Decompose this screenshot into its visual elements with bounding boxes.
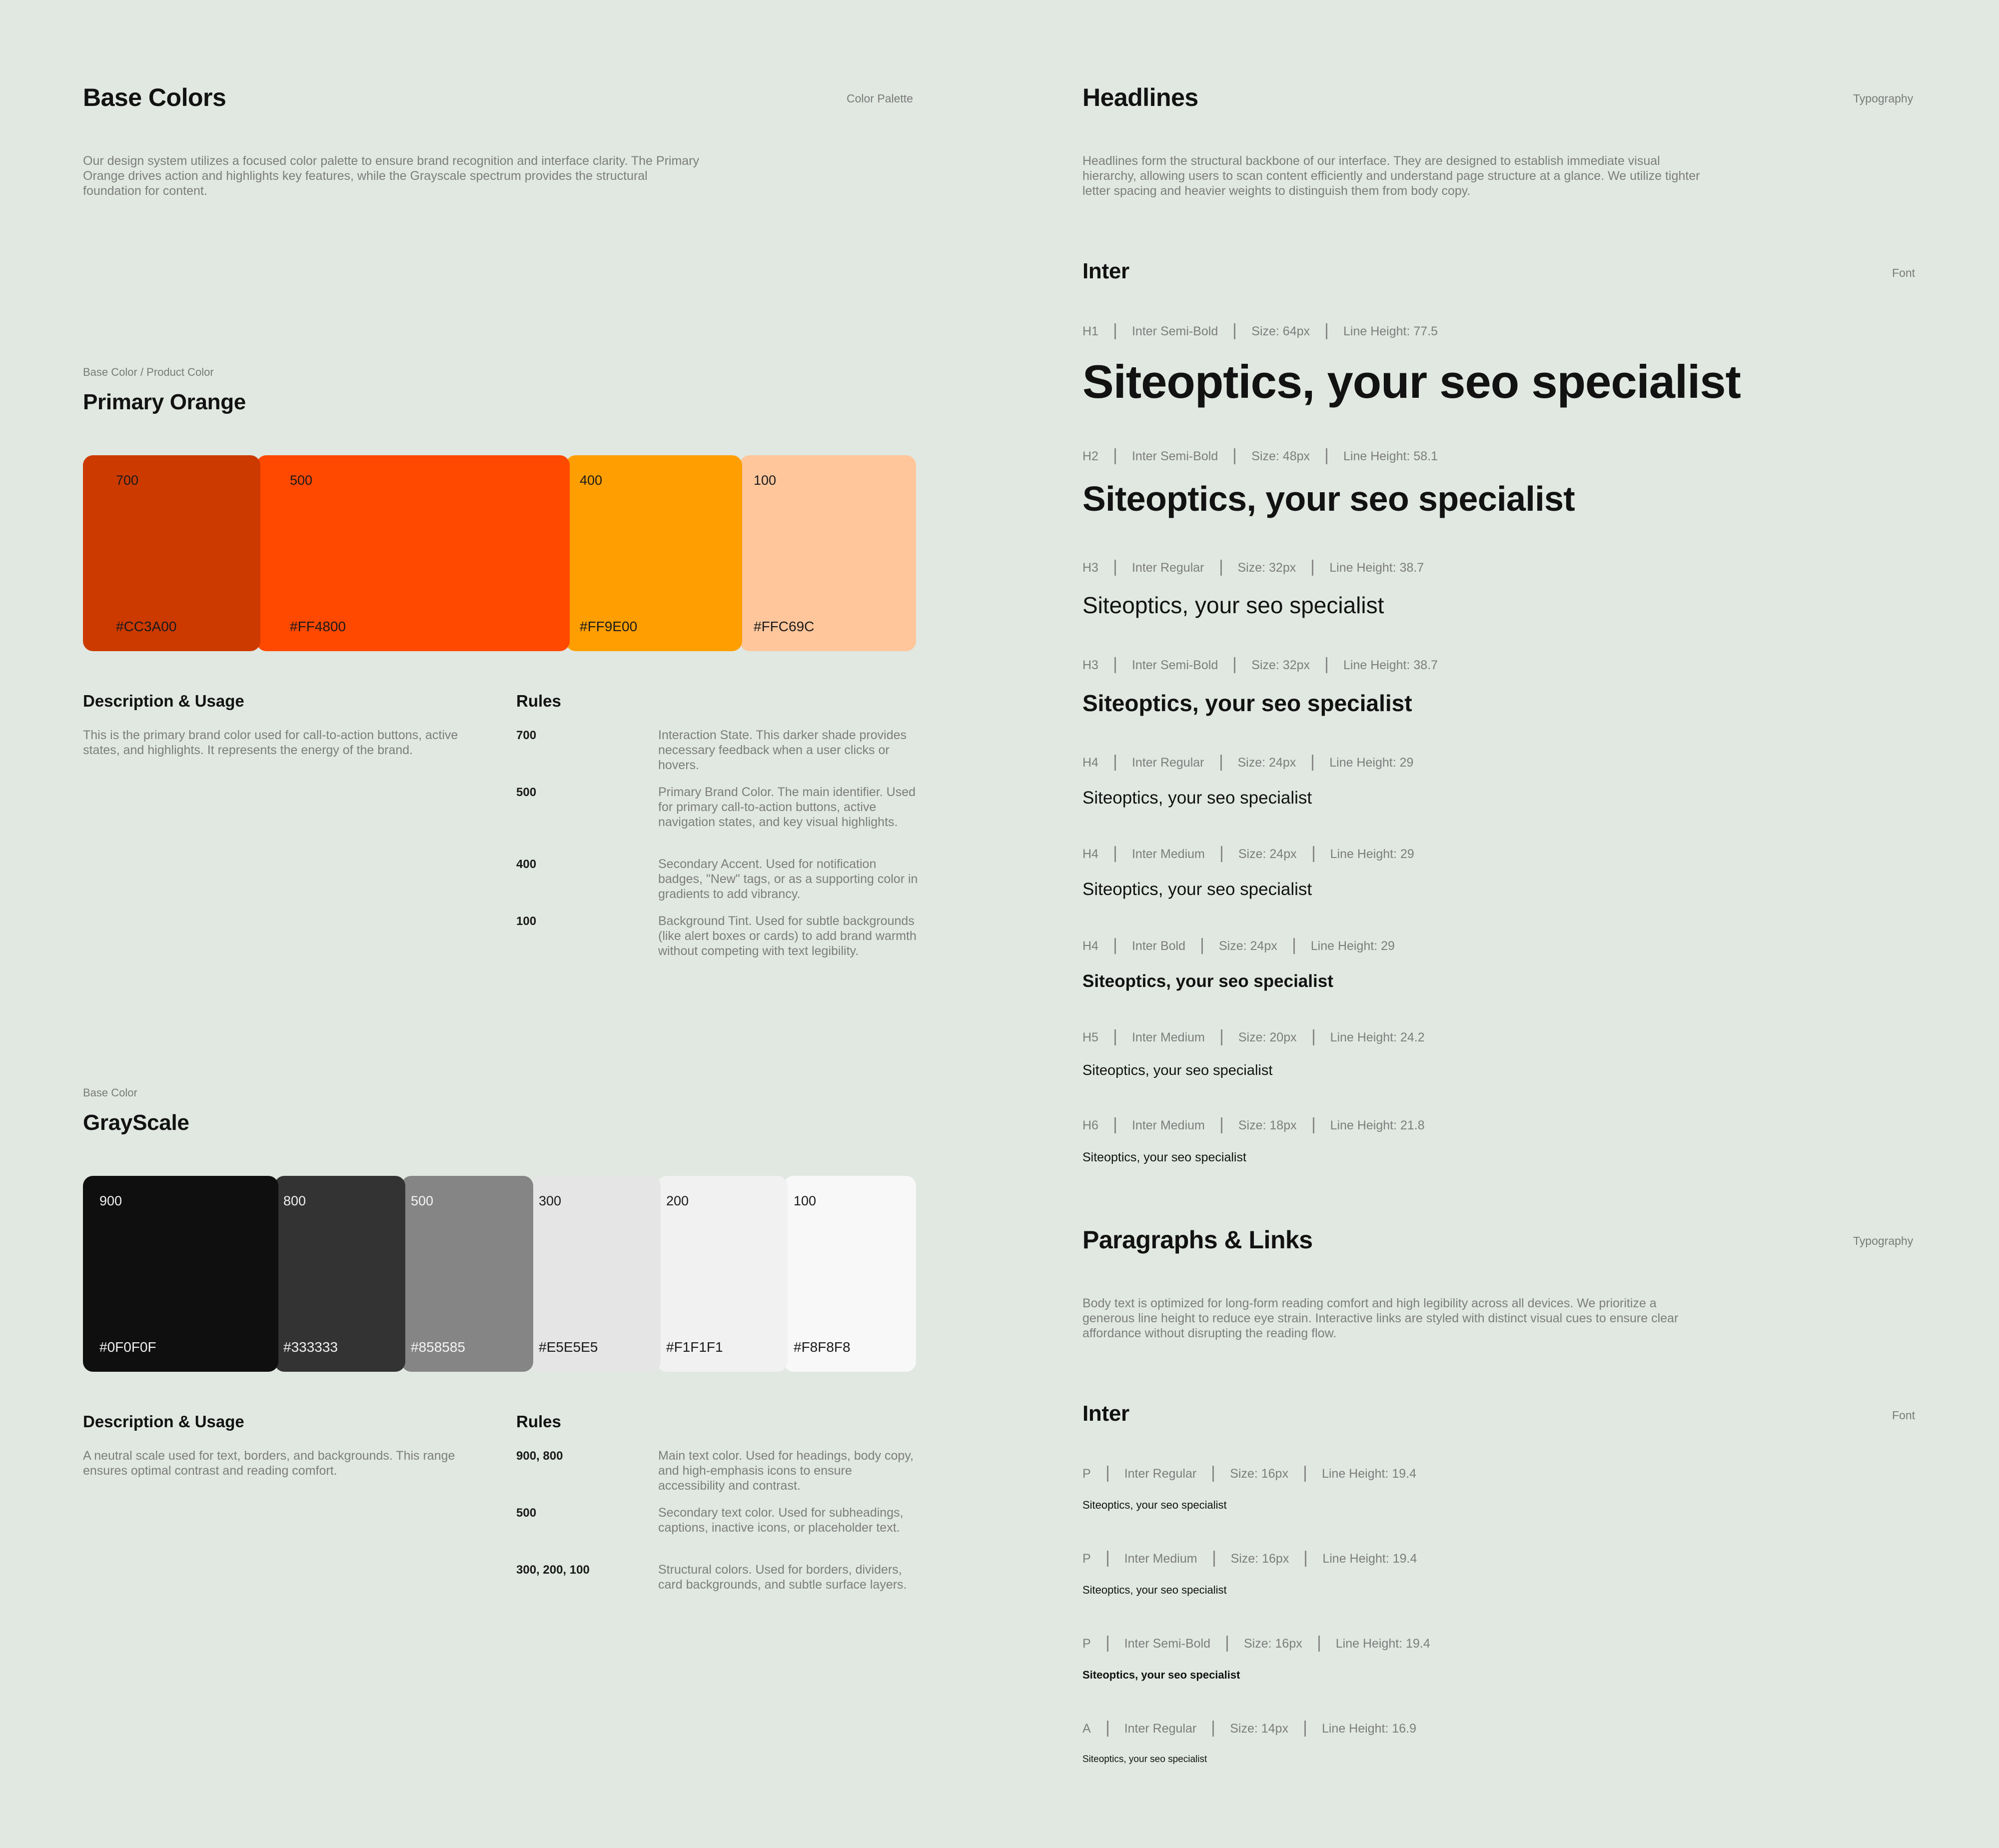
divider [1107, 1551, 1108, 1567]
swatch-hex: #FF4800 [290, 619, 346, 634]
divider [1114, 846, 1116, 862]
rule-key: 500 [516, 786, 537, 799]
spec-tag: H5 [1082, 1030, 1098, 1044]
divider [1318, 1636, 1320, 1652]
font-family-title: Inter [1082, 1401, 1129, 1426]
spec-size: Size: 32px [1237, 560, 1296, 575]
type-sample-p-medium: Siteoptics, your seo specialist [1082, 1584, 1227, 1596]
divider [1234, 657, 1235, 673]
swatch-label: 200 [666, 1193, 689, 1208]
type-spec-p-semibold [1082, 1636, 1430, 1652]
rules-title: Rules [516, 1412, 561, 1431]
swatch-hex: #858585 [411, 1339, 466, 1355]
spec-size: Size: 24px [1238, 847, 1297, 861]
spec-line-height: Line Height: 24.2 [1330, 1030, 1425, 1044]
swatch-label: 300 [539, 1193, 562, 1208]
spec-line-height: Line Height: 29 [1330, 847, 1414, 861]
spec-weight: Inter Semi-Bold [1131, 449, 1218, 463]
spec-size: Size: 24px [1237, 755, 1296, 770]
spec-size: Size: 16px [1230, 1551, 1289, 1566]
spec-size: Size: 14px [1230, 1721, 1288, 1736]
breadcrumb: Base Color / Product Color [83, 366, 214, 378]
type-sample-h4-medium: Siteoptics, your seo specialist [1082, 880, 1312, 899]
color-palette-tag: Color Palette [847, 92, 913, 105]
divider [1114, 323, 1116, 339]
divider [1212, 1721, 1214, 1737]
spec-weight: Inter Regular [1131, 560, 1204, 575]
swatch-label: 500 [411, 1193, 434, 1208]
divider [1107, 1636, 1108, 1652]
spec-weight: Inter Bold [1131, 938, 1185, 953]
spec-tag: H4 [1082, 755, 1098, 770]
type-spec-h6 [1082, 1117, 1425, 1133]
description-usage-title: Description & Usage [83, 692, 244, 710]
spec-weight: Inter Semi-Bold [1131, 324, 1218, 338]
swatch-label: 500 [290, 473, 313, 488]
swatch-label: 700 [116, 473, 139, 488]
description-text: A neutral scale used for text, borders, and backgrounds. This range ensures optimal contrast and reading comfort. [83, 1449, 455, 1478]
description-text: This is the primary brand color used for call-to-action buttons, active states, and highlights. It represents the energy of the brand. [83, 728, 458, 757]
type-sample-h5: Siteoptics, your seo specialist [1082, 1062, 1273, 1078]
divider [1326, 657, 1327, 673]
spec-weight: Inter Regular [1124, 1721, 1197, 1736]
spec-line-height: Line Height: 19.4 [1321, 1466, 1416, 1481]
divider [1114, 938, 1116, 954]
headlines-title: Headlines [1082, 83, 1198, 111]
swatch-hex: #E5E5E5 [539, 1339, 598, 1355]
type-sample-h3-semibold: Siteoptics, your seo specialist [1082, 690, 1412, 716]
swatch-label: 800 [283, 1193, 306, 1208]
divider [1313, 846, 1314, 862]
spec-tag: H3 [1082, 658, 1098, 672]
divider [1226, 1636, 1228, 1652]
swatch-hex: #0F0F0F [99, 1339, 156, 1355]
typography-tag: Typography [1853, 1234, 1914, 1247]
swatch-hex: #F1F1F1 [666, 1339, 723, 1355]
rule-text: Secondary text color. Used for subheadings, captions, inactive icons, or placeholder text. [658, 1506, 904, 1535]
rule-key: 400 [516, 858, 537, 871]
type-spec-h3-regular [1082, 560, 1424, 576]
type-spec-h1 [1082, 323, 1438, 339]
swatch-hex: #FFC69C [754, 619, 815, 634]
divider [1114, 755, 1116, 771]
rule-key: 900, 800 [516, 1449, 563, 1463]
divider [1212, 1466, 1214, 1482]
font-tag: Font [1892, 266, 1916, 279]
spec-tag: H4 [1082, 938, 1098, 953]
spec-tag: H6 [1082, 1118, 1098, 1132]
spec-line-height: Line Height: 19.4 [1322, 1551, 1417, 1566]
swatch-hex: #333333 [283, 1339, 338, 1355]
description-usage-title: Description & Usage [83, 1412, 244, 1431]
rule-key: 700 [516, 729, 537, 742]
spec-size: Size: 24px [1218, 938, 1277, 953]
type-spec-h2 [1082, 448, 1438, 464]
divider [1304, 1721, 1306, 1737]
spec-tag: P [1082, 1636, 1091, 1651]
headlines-intro: Headlines form the structural backbone of our interface. They are designed to establish immediate visual hierarchy, allowing users to scan content efficiently and understand page structure at a glance. We utilize tighter letter spacing and heavier weights to distinguish them from body copy. [1082, 154, 1700, 198]
type-sample-p-semibold: Siteoptics, your seo specialist [1082, 1669, 1240, 1681]
divider [1234, 448, 1235, 464]
rule-key: 500 [516, 1506, 537, 1520]
swatch-hex: #F8F8F8 [794, 1339, 851, 1355]
spec-size: Size: 48px [1251, 449, 1310, 463]
divider [1304, 1466, 1306, 1482]
rule-text: Main text color. Used for headings, body copy, and high-emphasis icons to ensure accessibility and contrast. [658, 1449, 914, 1493]
paragraphs-links-title: Paragraphs & Links [1082, 1226, 1313, 1254]
rule-text: Primary Brand Color. The main identifier. Used for primary call-to-action buttons, active navigation states, and key visual highlights. [658, 785, 916, 829]
divider [1326, 323, 1327, 339]
type-spec-p-medium [1082, 1551, 1417, 1567]
rule-text: Secondary Accent. Used for notification badges, "New" tags, or as a supporting color in gradients to add vibrancy. [658, 857, 918, 901]
rules-title: Rules [516, 692, 561, 710]
divider [1114, 448, 1116, 464]
divider [1221, 1117, 1222, 1133]
type-spec-p-regular [1082, 1466, 1416, 1482]
type-spec-h3-semibold [1082, 657, 1438, 673]
divider [1114, 560, 1116, 576]
rule-text: Interaction State. This darker shade provides necessary feedback when a user clicks or hovers. [658, 728, 907, 772]
divider [1234, 323, 1235, 339]
spec-tag: P [1082, 1551, 1091, 1566]
spec-weight: Inter Medium [1124, 1551, 1197, 1566]
rule-text: Structural colors. Used for borders, dividers, card backgrounds, and subtle surface layers. [658, 1563, 907, 1592]
type-spec-h4-regular [1082, 755, 1413, 771]
swatch-label: 100 [754, 473, 777, 488]
spec-line-height: Line Height: 16.9 [1321, 1721, 1416, 1736]
spec-weight: Inter Regular [1131, 755, 1204, 770]
spec-size: Size: 64px [1251, 324, 1310, 338]
rule-key: 100 [516, 915, 537, 928]
type-sample-h4-regular: Siteoptics, your seo specialist [1082, 788, 1312, 808]
spec-tag: H1 [1082, 324, 1098, 338]
divider [1114, 1029, 1116, 1045]
spec-line-height: Line Height: 58.1 [1343, 449, 1438, 463]
spec-tag: P [1082, 1466, 1091, 1481]
divider [1221, 846, 1222, 862]
spec-weight: Inter Semi-Bold [1124, 1636, 1210, 1651]
rule-key: 300, 200, 100 [516, 1563, 590, 1577]
spec-weight: Inter Medium [1131, 847, 1205, 861]
grayscale-title: GrayScale [83, 1110, 189, 1135]
spec-tag: H4 [1082, 847, 1098, 861]
spec-tag: H2 [1082, 449, 1098, 463]
type-sample-link[interactable]: Siteoptics, your seo specialist [1082, 1754, 1207, 1765]
paragraphs-intro: Body text is optimized for long-form reading comfort and high legibility across all devices. We prioritize a generous line height to reduce eye strain. Interactive links are styled with distinct visual cues to ensure clear affordance without disrupting the reading flow. [1082, 1296, 1679, 1340]
type-sample-h1: Siteoptics, your seo specialist [1082, 355, 1741, 408]
type-sample-h3-regular: Siteoptics, your seo specialist [1082, 592, 1384, 618]
spec-size: Size: 18px [1238, 1118, 1297, 1132]
spec-weight: Inter Medium [1131, 1118, 1205, 1132]
type-spec-link [1082, 1721, 1416, 1737]
font-tag: Font [1892, 1409, 1916, 1422]
divider [1305, 1551, 1306, 1567]
type-sample-p-regular: Siteoptics, your seo specialist [1082, 1499, 1227, 1511]
spec-tag: H3 [1082, 560, 1098, 575]
rule-text: Background Tint. Used for subtle backgrounds (like alert boxes or cards) to add brand warmth without competing with text legibility. [658, 914, 917, 958]
divider [1114, 1117, 1116, 1133]
type-sample-h4-bold: Siteoptics, your seo specialist [1082, 971, 1333, 991]
spec-line-height: Line Height: 38.7 [1329, 560, 1424, 575]
primary-orange-title: Primary Orange [83, 390, 246, 414]
spec-size: Size: 32px [1251, 658, 1310, 672]
divider [1114, 657, 1116, 673]
spec-line-height: Line Height: 38.7 [1343, 658, 1438, 672]
spec-line-height: Line Height: 29 [1329, 755, 1414, 770]
swatch-hex: #CC3A00 [116, 619, 177, 634]
typography-tag: Typography [1853, 92, 1914, 105]
type-sample-h6: Siteoptics, your seo specialist [1082, 1150, 1246, 1164]
breadcrumb: Base Color [83, 1086, 137, 1099]
divider [1312, 755, 1313, 771]
divider [1221, 1029, 1222, 1045]
swatch-label: 400 [580, 473, 603, 488]
type-sample-h2: Siteoptics, your seo specialist [1082, 479, 1575, 518]
spec-line-height: Line Height: 29 [1310, 938, 1395, 953]
swatch-hex: #FF9E00 [580, 619, 638, 634]
spec-weight: Inter Semi-Bold [1131, 658, 1218, 672]
divider [1293, 938, 1295, 954]
spec-tag: A [1082, 1721, 1091, 1736]
divider [1313, 1029, 1314, 1045]
swatch-label: 100 [794, 1193, 817, 1208]
spec-line-height: Line Height: 19.4 [1335, 1636, 1430, 1651]
divider [1213, 1551, 1215, 1567]
type-spec-h4-bold [1082, 938, 1395, 954]
divider [1201, 938, 1203, 954]
divider [1220, 755, 1222, 771]
type-spec-h4-medium [1082, 846, 1414, 862]
spec-size: Size: 16px [1230, 1466, 1288, 1481]
spec-size: Size: 20px [1238, 1030, 1297, 1044]
spec-line-height: Line Height: 21.8 [1330, 1118, 1425, 1132]
type-spec-h5 [1082, 1029, 1425, 1045]
divider [1326, 448, 1327, 464]
spec-size: Size: 16px [1243, 1636, 1302, 1651]
spec-weight: Inter Regular [1124, 1466, 1197, 1481]
divider [1107, 1466, 1108, 1482]
swatch-label: 900 [99, 1193, 122, 1208]
base-colors-title: Base Colors [83, 83, 226, 111]
divider [1312, 560, 1313, 576]
divider [1313, 1117, 1314, 1133]
spec-line-height: Line Height: 77.5 [1343, 324, 1438, 338]
font-family-title: Inter [1082, 259, 1129, 283]
divider [1220, 560, 1222, 576]
base-colors-intro: Our design system utilizes a focused color palette to ensure brand recognition and interface clarity. The Primary Orange drives action and highlights key features, while the Grayscale spectrum provides the structural foundation for content. [83, 154, 700, 198]
divider [1107, 1721, 1108, 1737]
spec-weight: Inter Medium [1131, 1030, 1205, 1044]
